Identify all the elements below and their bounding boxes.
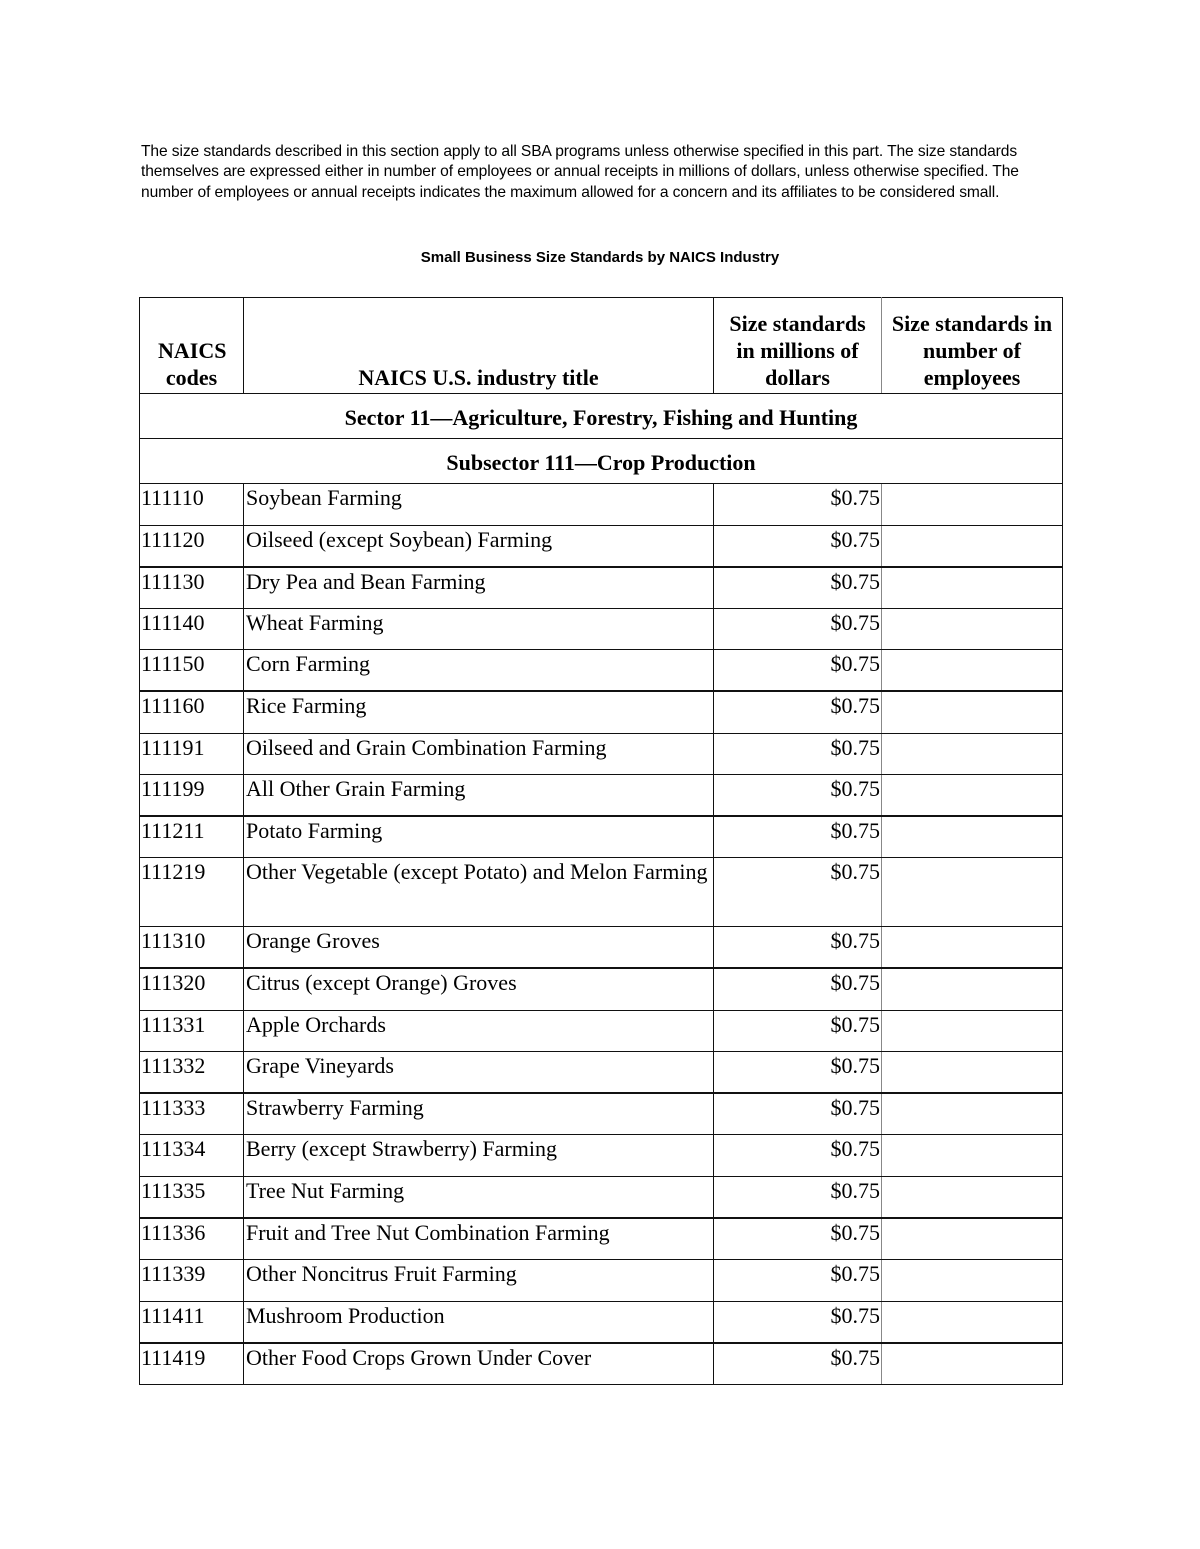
naics-code: 111110 [140,484,244,526]
size-dollars: $0.75 [714,1260,882,1302]
size-dollars: $0.75 [714,858,882,927]
industry-title: Potato Farming [244,816,714,858]
size-employees [882,1052,1063,1094]
size-employees [882,484,1063,526]
industry-title: Dry Pea and Bean Farming [244,567,714,609]
size-dollars: $0.75 [714,1010,882,1052]
industry-title: Other Food Crops Grown Under Cover [244,1343,714,1385]
size-dollars: $0.75 [714,1135,882,1177]
size-dollars: $0.75 [714,1218,882,1260]
naics-code: 111191 [140,733,244,775]
naics-code: 111130 [140,567,244,609]
table-row [140,484,1063,526]
size-employees [882,1093,1063,1135]
naics-code: 111199 [140,775,244,817]
naics-code: 111339 [140,1260,244,1302]
sector-heading: Sector 11—Agriculture, Forestry, Fishing and Hunting [140,394,1063,439]
size-employees [882,968,1063,1010]
size-dollars: $0.75 [714,1301,882,1343]
size-employees [882,525,1063,567]
size-employees [882,1218,1063,1260]
size-dollars: $0.75 [714,775,882,817]
size-employees [882,691,1063,733]
size-dollars: $0.75 [714,567,882,609]
naics-code: 111211 [140,816,244,858]
naics-code: 111336 [140,1218,244,1260]
size-dollars: $0.75 [714,608,882,650]
size-employees [882,858,1063,927]
naics-code: 111333 [140,1093,244,1135]
size-dollars: $0.75 [714,927,882,969]
size-employees [882,650,1063,692]
table-row [140,968,1063,1010]
industry-title: Oilseed and Grain Combination Farming [244,733,714,775]
table-row [140,691,1063,733]
intro-paragraph: The size standards described in this section apply to all SBA programs unless otherwise specified in this part. The size standards themselves are expressed either in number of employees or annual receipts in millions of dollars, unless otherwise specified. The number of employees or annual receipts indicates the maximum allowed for a concern and its affiliates to be considered small. [141,143,1019,201]
table-row [140,525,1063,567]
naics-code: 111120 [140,525,244,567]
table-row [140,816,1063,858]
naics-code: 111310 [140,927,244,969]
size-employees [882,1135,1063,1177]
naics-code: 111219 [140,858,244,927]
header-size-dollars: Size standards in millions of dollars [714,298,882,394]
size-employees [882,567,1063,609]
industry-title: Wheat Farming [244,608,714,650]
industry-title: Orange Groves [244,927,714,969]
size-employees [882,775,1063,817]
table-row [140,1260,1063,1302]
table-row [140,775,1063,817]
size-dollars: $0.75 [714,733,882,775]
size-dollars: $0.75 [714,691,882,733]
size-dollars: $0.75 [714,1176,882,1218]
industry-title: Mushroom Production [244,1301,714,1343]
table-caption: Small Business Size Standards by NAICS Industry [420,249,780,266]
table-row [140,1218,1063,1260]
size-employees [882,1260,1063,1302]
naics-code: 111335 [140,1176,244,1218]
table-row [140,567,1063,609]
table-row [140,650,1063,692]
industry-title: Fruit and Tree Nut Combination Farming [244,1218,714,1260]
size-employees [882,1343,1063,1385]
table-row [140,1176,1063,1218]
industry-title: Apple Orchards [244,1010,714,1052]
table-row [140,1301,1063,1343]
header-industry-title: NAICS U.S. industry title [244,298,714,394]
industry-title: Other Noncitrus Fruit Farming [244,1260,714,1302]
size-employees [882,816,1063,858]
size-employees [882,1301,1063,1343]
size-dollars: $0.75 [714,816,882,858]
naics-code: 111160 [140,691,244,733]
sector-row [140,394,1063,439]
table-row [140,1010,1063,1052]
header-row [140,298,1063,394]
naics-code: 111411 [140,1301,244,1343]
size-employees [882,608,1063,650]
table-row [140,927,1063,969]
industry-title: Oilseed (except Soybean) Farming [244,525,714,567]
table-row [140,1343,1063,1385]
industry-title: Citrus (except Orange) Groves [244,968,714,1010]
industry-title: Other Vegetable (except Potato) and Melon Farming [244,858,714,927]
naics-code: 111140 [140,608,244,650]
industry-title: All Other Grain Farming [244,775,714,817]
header-size-employees: Size standards in number of employees [882,298,1063,394]
size-employees [882,1010,1063,1052]
table-row [140,1052,1063,1094]
table-row [140,1135,1063,1177]
industry-title: Strawberry Farming [244,1093,714,1135]
table-row [140,858,1063,927]
industry-title: Grape Vineyards [244,1052,714,1094]
size-dollars: $0.75 [714,1093,882,1135]
naics-code: 111334 [140,1135,244,1177]
naics-code: 111419 [140,1343,244,1385]
size-dollars: $0.75 [714,1343,882,1385]
industry-title: Tree Nut Farming [244,1176,714,1218]
table-row [140,1093,1063,1135]
industry-title: Rice Farming [244,691,714,733]
size-employees [882,1176,1063,1218]
industry-title: Berry (except Strawberry) Farming [244,1135,714,1177]
naics-code: 111332 [140,1052,244,1094]
size-employees [882,733,1063,775]
subsector-row [140,439,1063,484]
size-dollars: $0.75 [714,650,882,692]
industry-title: Corn Farming [244,650,714,692]
naics-code: 111150 [140,650,244,692]
size-dollars: $0.75 [714,1052,882,1094]
naics-code: 111320 [140,968,244,1010]
naics-code: 111331 [140,1010,244,1052]
size-dollars: $0.75 [714,525,882,567]
table-row [140,608,1063,650]
subsector-heading: Subsector 111—Crop Production [140,439,1063,484]
table-row [140,733,1063,775]
industry-title: Soybean Farming [244,484,714,526]
size-employees [882,927,1063,969]
size-standards-table [139,297,1063,1385]
size-dollars: $0.75 [714,484,882,526]
header-naics-codes: NAICS codes [140,298,244,394]
size-dollars: $0.75 [714,968,882,1010]
